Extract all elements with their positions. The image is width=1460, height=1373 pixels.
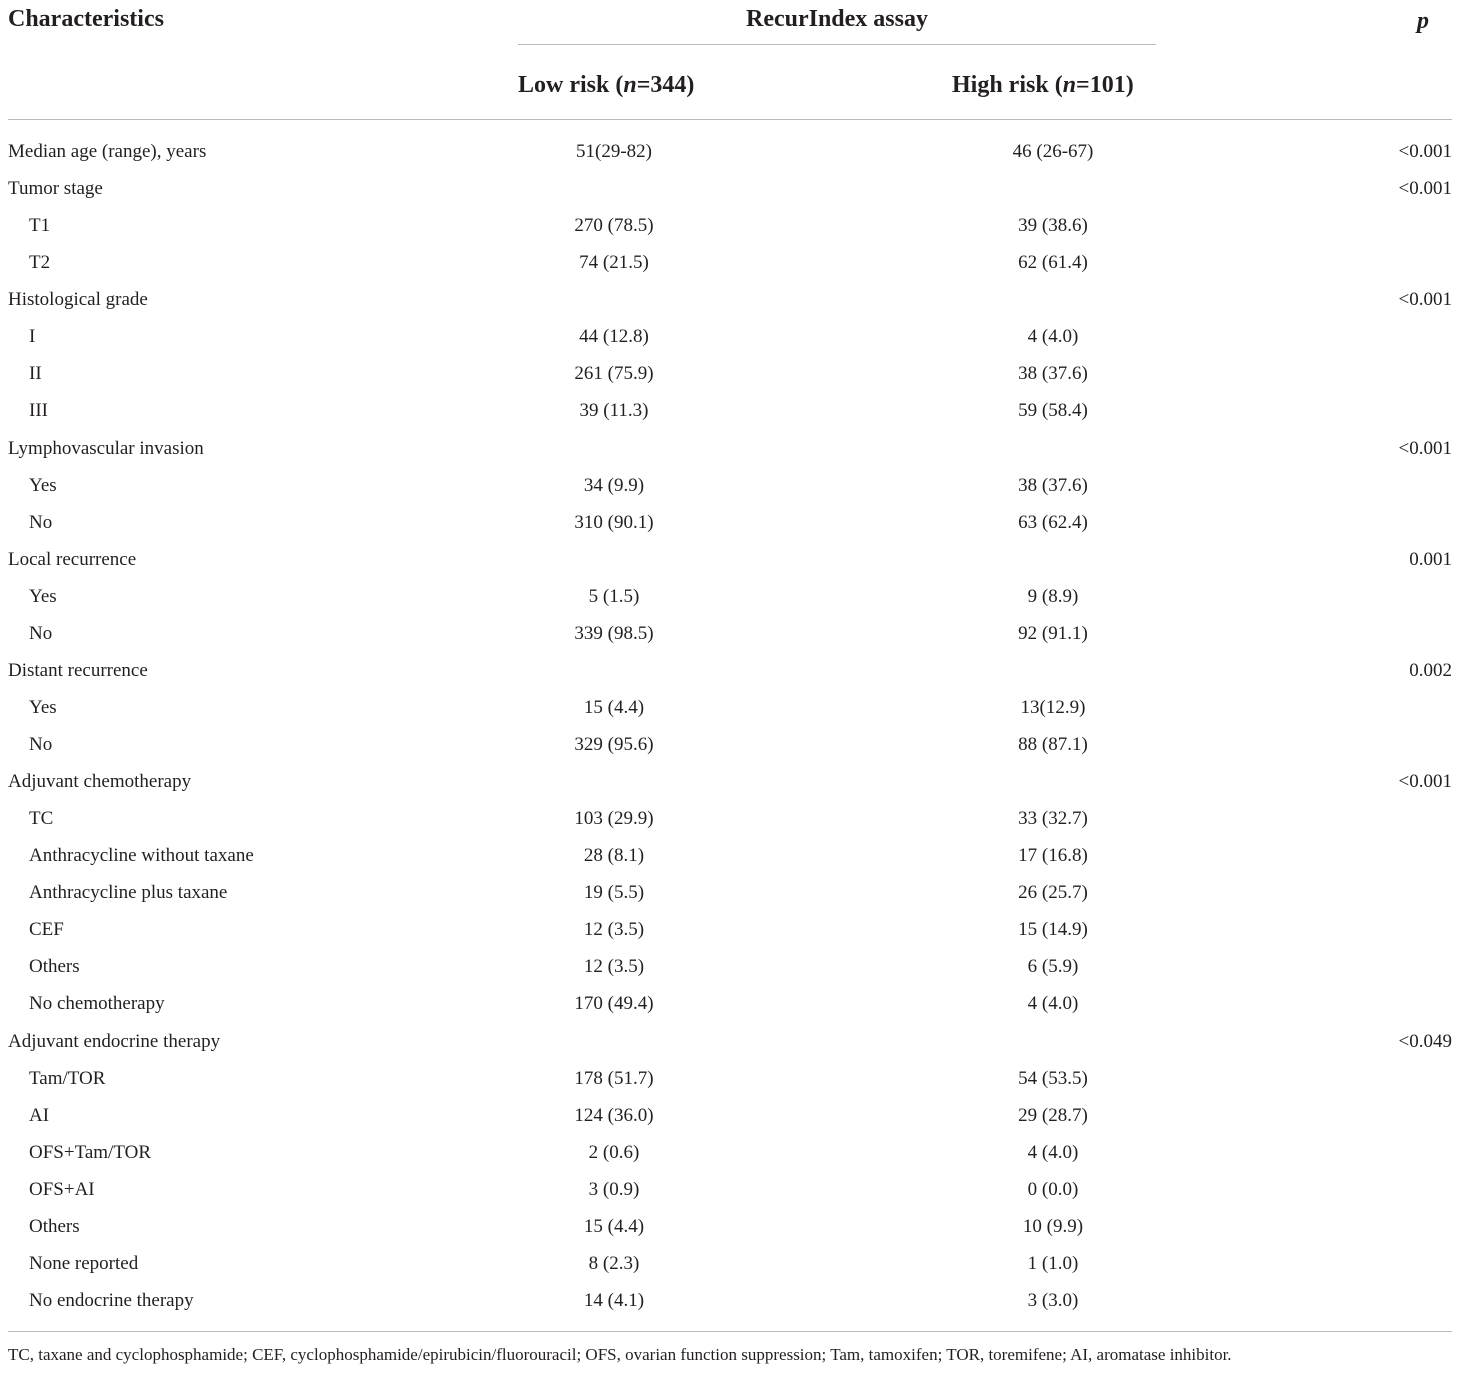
table-footnote: TC, taxane and cyclophosphamide; CEF, cyclophosphamide/epirubicin/fluorouracil; OFS, ovarian function suppression; Tam, tamoxifen; TOR, toremifene; AI, aromatase inhibitor. (8, 1345, 1232, 1364)
p-value: 0.001 (1409, 548, 1452, 570)
table-row (0, 281, 1460, 318)
p-value: 0.002 (1409, 659, 1452, 681)
table-row (0, 652, 1460, 689)
p-value: <0.001 (1398, 437, 1452, 459)
table-subrow: T2 74 (21.5) 62 (61.4) (0, 244, 1460, 281)
table-subrow: Others 12 (3.5) 6 (5.9) (0, 948, 1460, 985)
row-label: No chemotherapy (29, 993, 165, 1015)
row-label: Lymphovascular invasion (8, 437, 204, 459)
row-label: III (29, 400, 48, 422)
p-value: <0.001 (1398, 178, 1452, 200)
row-label: OFS+Tam/TOR (29, 1141, 151, 1163)
table-subrow: Anthracycline without taxane 28 (8.1) 17 (16.8) (0, 837, 1460, 874)
table-body (0, 133, 1460, 1319)
table-row (0, 1023, 1460, 1060)
footer-divider (8, 1331, 1452, 1332)
table-subrow: T1 270 (78.5) 39 (38.6) (0, 207, 1460, 244)
row-label: TC (29, 808, 54, 830)
table-subrow: No 339 (98.5) 92 (91.1) (0, 615, 1460, 652)
row-label: Adjuvant chemotherapy (8, 771, 192, 793)
table-subrow: III 39 (11.3) 59 (58.4) (0, 392, 1460, 429)
table-subrow: Yes 5 (1.5) 9 (8.9) (0, 578, 1460, 615)
table-subrow: No 310 (90.1) 63 (62.4) (0, 504, 1460, 541)
row-label: AI (29, 1104, 50, 1126)
table-subrow: OFS+Tam/TOR 2 (0.6) 4 (4.0) (0, 1134, 1460, 1171)
p-value: <0.001 (1398, 289, 1452, 311)
row-label: Others (29, 1215, 80, 1237)
row-label: T2 (29, 252, 51, 274)
p-value: <0.001 (1398, 141, 1452, 162)
row-label: Tumor stage (8, 178, 103, 200)
row-label: Yes (29, 474, 57, 496)
table-subrow: Anthracycline plus taxane 19 (5.5) 26 (25.7) (0, 874, 1460, 911)
table-subrow: Tam/TOR 178 (51.7) 54 (53.5) (0, 1060, 1460, 1097)
column-group-header-recurindex: RecurIndex assay (745, 6, 928, 32)
table-subrow: None reported 8 (2.3) 1 (1.0) (0, 1245, 1460, 1282)
row-label: No (29, 622, 53, 644)
table-subrow: No endocrine therapy 14 (4.1) 3 (3.0) (0, 1282, 1460, 1319)
header-divider (8, 119, 1452, 120)
row-label: Others (29, 956, 80, 978)
row-label: No (29, 734, 53, 755)
table-subrow: OFS+AI 3 (0.9) 0 (0.0) (0, 1171, 1460, 1208)
column-header-low-risk: Low risk (n=344) (518, 72, 695, 98)
table-row (0, 763, 1460, 800)
column-header-high-risk: High risk (n=101) (952, 72, 1134, 98)
row-label: No (29, 511, 53, 533)
group-header-divider (518, 44, 1156, 45)
row-label: Anthracycline plus taxane (29, 882, 228, 904)
row-label: Yes (29, 696, 57, 718)
table-subrow: I 44 (12.8) 4 (4.0) (0, 318, 1460, 355)
table-subrow: No 329 (95.6) 88 (87.1) (0, 726, 1460, 763)
table-subrow: II 261 (75.9) 38 (37.6) (0, 355, 1460, 392)
table-row (0, 430, 1460, 467)
row-label: II (29, 363, 42, 385)
table-row: Median age (range), years 51(29-82) 46 (26-67) <0.001 (0, 133, 1460, 170)
row-label: Histological grade (8, 289, 148, 311)
row-label: Distant recurrence (8, 659, 148, 681)
table-subrow: Yes 15 (4.4) 13(12.9) (0, 689, 1460, 726)
table-row (0, 541, 1460, 578)
table-subrow: AI 124 (36.0) 29 (28.7) (0, 1097, 1460, 1134)
table-row (0, 170, 1460, 207)
row-label: Anthracycline without taxane (29, 845, 254, 867)
row-label: None reported (29, 1252, 139, 1274)
row-label: T1 (29, 215, 51, 237)
row-label: Local recurrence (8, 548, 137, 570)
p-value: <0.049 (1398, 1030, 1452, 1052)
row-label: I (29, 326, 36, 348)
column-header-p-value: p (1417, 8, 1429, 34)
row-label: Median age (range), years (8, 141, 207, 162)
row-label: No endocrine therapy (29, 1289, 194, 1311)
table-subrow: CEF 12 (3.5) 15 (14.9) (0, 911, 1460, 948)
row-label: Tam/TOR (29, 1067, 106, 1089)
table-subrow: Others 15 (4.4) 10 (9.9) (0, 1208, 1460, 1245)
table-subrow: Yes 34 (9.9) 38 (37.6) (0, 467, 1460, 504)
table-subrow: TC 103 (29.9) 33 (32.7) (0, 800, 1460, 837)
row-label: OFS+AI (29, 1178, 95, 1200)
row-label: Yes (29, 585, 57, 607)
row-label: Adjuvant endocrine therapy (8, 1030, 221, 1052)
p-value: <0.001 (1398, 771, 1452, 793)
row-label: CEF (29, 919, 64, 941)
table-subrow: No chemotherapy 170 (49.4) 4 (4.0) (0, 985, 1460, 1022)
column-header-characteristics: Characteristics (8, 6, 164, 32)
